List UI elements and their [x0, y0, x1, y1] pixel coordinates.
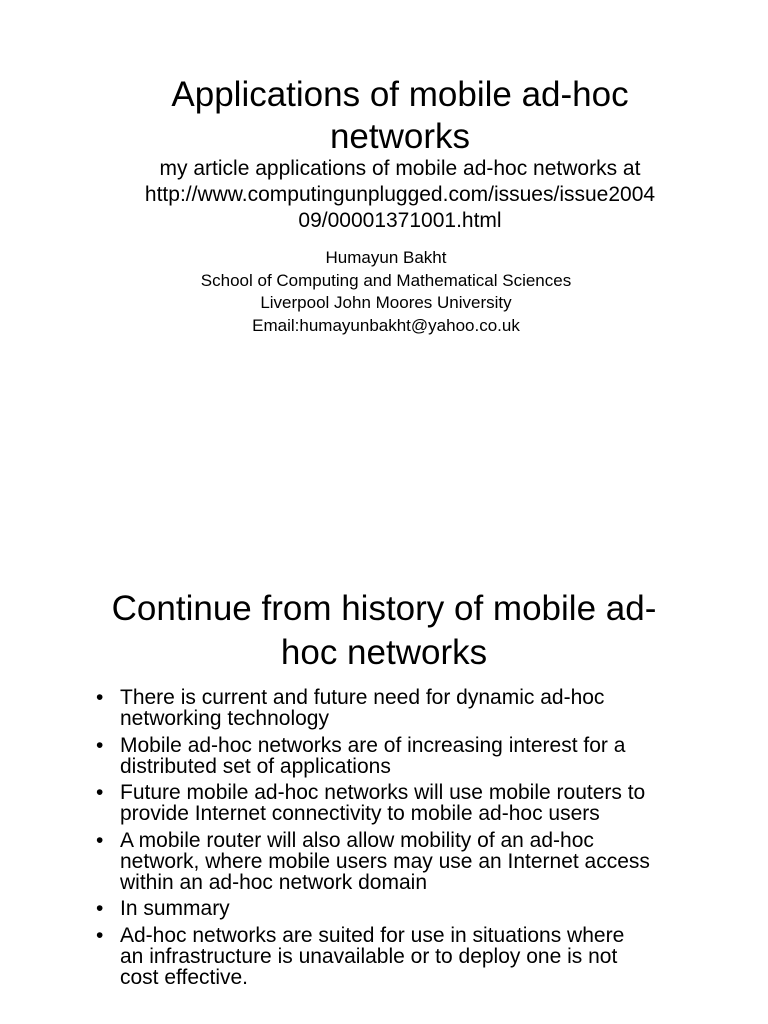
bullet-text: In summary: [120, 897, 230, 920]
title-line: Applications of mobile ad-hoc: [171, 75, 629, 114]
author-block: [0, 247, 768, 337]
bullet-text: Ad-hoc networks are suited for use in situations where an infrastructure is unavailable or to deploy one is not cost effective.: [120, 923, 625, 989]
bullet-icon: •: [96, 923, 104, 947]
bullet-icon: •: [96, 686, 104, 709]
bullet-item: [96, 898, 756, 919]
slide-2-title: [0, 587, 768, 675]
subtitle-line: http://www.computingunplugged.com/issues/issue2004: [144, 183, 656, 206]
bullet-item: [96, 687, 756, 729]
title-line: Continue from history of mobile ad-: [111, 589, 657, 628]
bullet-item: [96, 925, 756, 988]
bullet-text: A mobile router will also allow mobility of an ad-hoc network, where mobile users may use an Internet access within an ad-hoc network domain: [120, 828, 650, 894]
subtitle-line: my article applications of mobile ad-hoc networks at: [159, 157, 641, 180]
bullet-icon: •: [96, 733, 104, 757]
bullet-icon: •: [96, 897, 104, 920]
author-name: Humayun Bakht: [325, 248, 447, 267]
author-university: Liverpool John Moores University: [260, 293, 512, 312]
bullet-list: [96, 687, 756, 993]
slide-2: [0, 560, 768, 1024]
bullet-text: Mobile ad-hoc networks are of increasing interest for a distributed set of applications: [120, 733, 626, 778]
author-email: Email:humayunbakht@yahoo.co.uk: [252, 315, 520, 335]
bullet-item: [96, 782, 756, 824]
bullet-icon: •: [96, 828, 104, 852]
title-line: hoc networks: [280, 633, 488, 672]
subtitle-line: 09/00001371001.html: [298, 209, 502, 232]
slide-1-title: [0, 74, 768, 158]
bullet-item: [96, 735, 756, 777]
author-school: School of Computing and Mathematical Sciences: [200, 270, 572, 290]
bullet-text: There is current and future need for dynamic ad-hoc networking technology: [120, 686, 605, 730]
bullet-icon: •: [96, 781, 104, 804]
bullet-item: [96, 830, 756, 893]
title-line: networks: [329, 117, 471, 156]
bullet-text: Future mobile ad-hoc networks will use mobile routers to provide Internet connectivity to mobile ad-hoc users: [120, 781, 646, 825]
slide-1-subtitle: [0, 156, 768, 234]
